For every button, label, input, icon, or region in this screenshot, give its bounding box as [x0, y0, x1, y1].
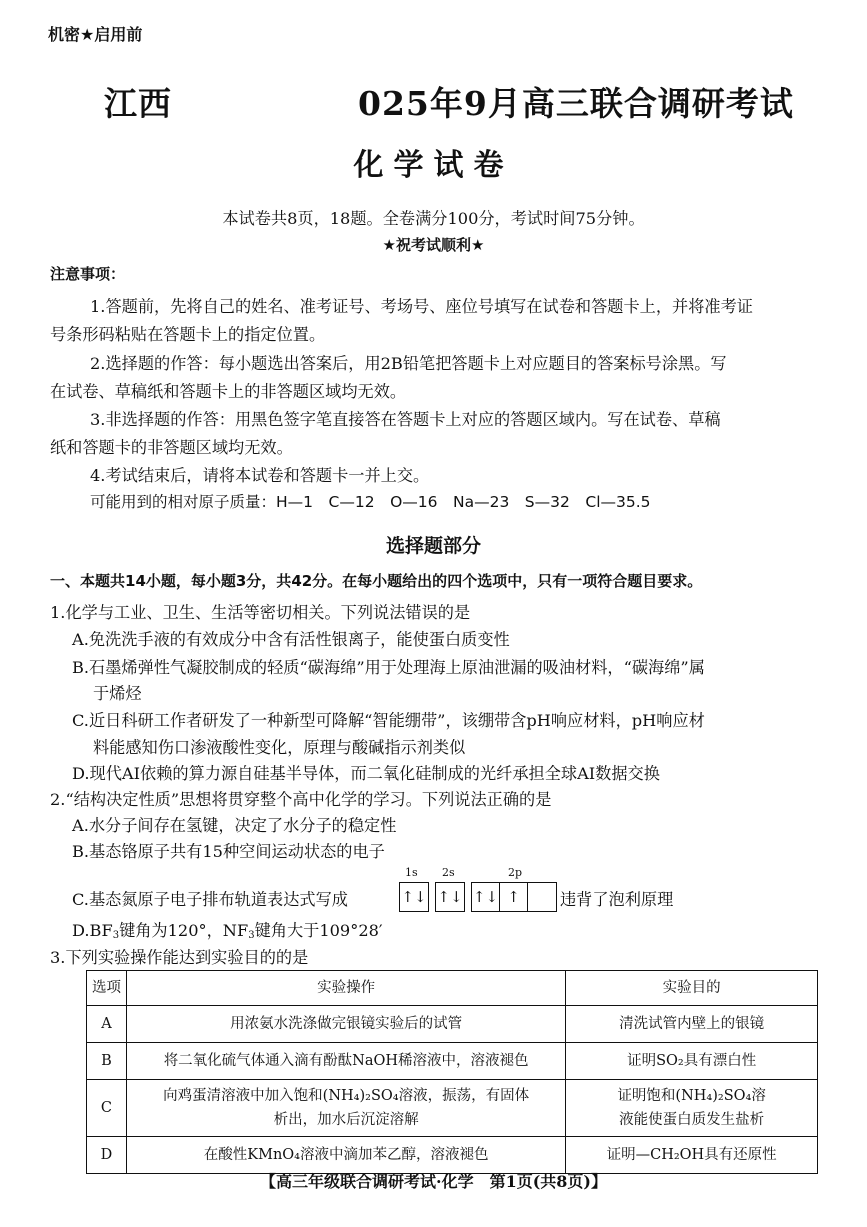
table-header-row [87, 971, 818, 1006]
row-c-goal-line-2: 液能使蛋白质发生盐析 [619, 1112, 765, 1128]
orbital-cell-2p-1: ↑↓ [472, 883, 500, 911]
column-header-operation: 实验操作 [126, 971, 565, 1006]
orbital-cell-2p-2: ↑ [500, 883, 528, 911]
table-row [87, 1006, 818, 1043]
exam-title-region: 江西 [104, 84, 172, 123]
orbital-box-2s [435, 882, 465, 912]
q1-option-c-line-1: C.近日科研工作者研发了一种新型可降解“智能绷带”，该绷带含pH响应材料，pH响应材 [72, 711, 705, 730]
note-2-line-1: 2.选择题的作答：每小题选出答案后，用2B铅笔把答题卡上对应题目的答案标号涂黑。写 [90, 354, 727, 373]
note-1-line-1: 1.答题前，先将自己的姓名、准考证号、考场号、座位号填写在试卷和答题卡上，并将准考证 [90, 297, 753, 316]
orbital-label-2p: 2p [508, 866, 523, 879]
q2-option-d [72, 917, 383, 941]
exam-info: 本试卷共8页，18题。全卷满分100分，考试时间75分钟。 [222, 209, 645, 228]
row-b-operation: 将二氧化硫气体通入滴有酚酞NaOH稀溶液中，溶液褪色 [126, 1043, 565, 1080]
row-a-goal: 清洗试管内壁上的银镜 [566, 1006, 818, 1043]
note-3-line-1: 3.非选择题的作答：用黑色签字笔直接答在答题卡上对应的答题区域内。写在试卷、草稿 [90, 410, 721, 429]
note-3-line-2: 纸和答题卡的非答题区域均无效。 [50, 438, 293, 457]
q1-option-b-line-2: 于烯烃 [93, 684, 142, 703]
note-1-line-2: 号条形码粘贴在答题卡上的指定位置。 [50, 325, 326, 344]
orbital-cell-2p-3 [528, 883, 556, 911]
row-c-goal [566, 1080, 818, 1137]
row-b-option: B [87, 1043, 127, 1080]
row-b-goal: 证明SO₂具有漂白性 [566, 1043, 818, 1080]
orbital-label-2s: 2s [442, 866, 455, 879]
table-row [87, 1043, 818, 1080]
q2-stem: 2.“结构决定性质”思想将贯穿整个高中化学的学习。下列说法正确的是 [50, 790, 552, 809]
q1-option-a: A.免洗洗手液的有效成分中含有活性银离子，能使蛋白质变性 [72, 630, 510, 649]
q2-d-sub-1: 3 [112, 930, 120, 941]
q1-option-d: D.现代AI依赖的算力源自硅基半导体，而二氧化硅制成的光纤承担全球AI数据交换 [72, 764, 660, 783]
exam-title: 025年9月高三联合调研考试 [358, 84, 794, 123]
q1-stem: 1.化学与工业、卫生、生活等密切相关。下列说法错误的是 [50, 603, 471, 622]
q2-d-sub-2: 3 [248, 930, 255, 941]
atomic-masses: 可能用到的相对原子质量：H—1 C—12 O—16 Na—23 S—32 Cl—35.5 [90, 493, 651, 511]
notes-heading: 注意事项： [50, 265, 126, 283]
row-c-option: C [87, 1080, 127, 1137]
orbital-label-1s: 1s [405, 866, 418, 879]
orbital-box-2p [471, 882, 557, 912]
orbital-cell-2s: ↑↓ [437, 888, 463, 906]
confidential-label: 机密★启用前 [48, 25, 143, 44]
section-title: 选择题部分 [385, 535, 481, 557]
row-c-operation-line-1: 向鸡蛋清溶液中加入饱和(NH₄)₂SO₄溶液，振荡，有固体 [163, 1088, 530, 1104]
row-a-option: A [87, 1006, 127, 1043]
orbital-box-1s [399, 882, 429, 912]
orbital-cell-1s: ↑↓ [401, 888, 427, 906]
page-footer: 【高三年级联合调研考试·化学 第1页(共8页)】 [260, 1172, 607, 1191]
row-c-goal-line-1: 证明饱和(NH₄)₂SO₄溶 [617, 1088, 766, 1104]
q2-option-c-suffix: 违背了泡利原理 [560, 890, 674, 909]
table-row [87, 1080, 818, 1137]
q2-d-suffix: 键角大于109°28′ [254, 921, 383, 940]
q3-stem: 3.下列实验操作能达到实验目的的是 [50, 948, 309, 967]
column-header-option: 选项 [87, 971, 127, 1006]
q1-option-b-line-1: B.石墨烯弹性气凝胶制成的轻质“碳海绵”用于处理海上原油泄漏的吸油材料，“碳海绵”属 [72, 658, 705, 677]
row-d-operation: 在酸性KMnO₄溶液中滴加苯乙醇，溶液褪色 [126, 1137, 565, 1174]
row-a-operation: 用浓氨水洗涤做完银镜实验后的试管 [126, 1006, 565, 1043]
column-header-goal: 实验目的 [566, 971, 818, 1006]
q2-option-b: B.基态铬原子共有15种空间运动状态的电子 [72, 842, 385, 861]
blessing: ★祝考试顺利★ [382, 236, 485, 254]
row-d-goal: 证明—CH₂OH具有还原性 [566, 1137, 818, 1174]
row-c-operation-line-2: 析出，加水后沉淀溶解 [273, 1112, 419, 1128]
row-c-operation [126, 1080, 565, 1137]
subject-title: 化学试卷 [353, 148, 514, 183]
table-row [87, 1137, 818, 1174]
q2-d-mid: 键角为120°，NF [119, 921, 249, 940]
q2-option-c-prefix: C.基态氮原子电子排布轨道表达式写成 [72, 890, 348, 909]
experiment-table [86, 970, 818, 1174]
note-4: 4.考试结束后，请将本试卷和答题卡一并上交。 [90, 466, 430, 485]
q2-d-prefix: D.BF [72, 921, 113, 940]
q1-option-c-line-2: 料能感知伤口渗液酸性变化，原理与酸碱指示剂类似 [93, 738, 466, 757]
row-d-option: D [87, 1137, 127, 1174]
q2-option-a: A.水分子间存在氢键，决定了水分子的稳定性 [72, 816, 397, 835]
section-instruction: 一、本题共14小题，每小题3分，共42分。在每小题给出的四个选项中，只有一项符合题目要求。 [50, 572, 703, 590]
note-2-line-2: 在试卷、草稿纸和答题卡上的非答题区域均无效。 [50, 382, 407, 401]
